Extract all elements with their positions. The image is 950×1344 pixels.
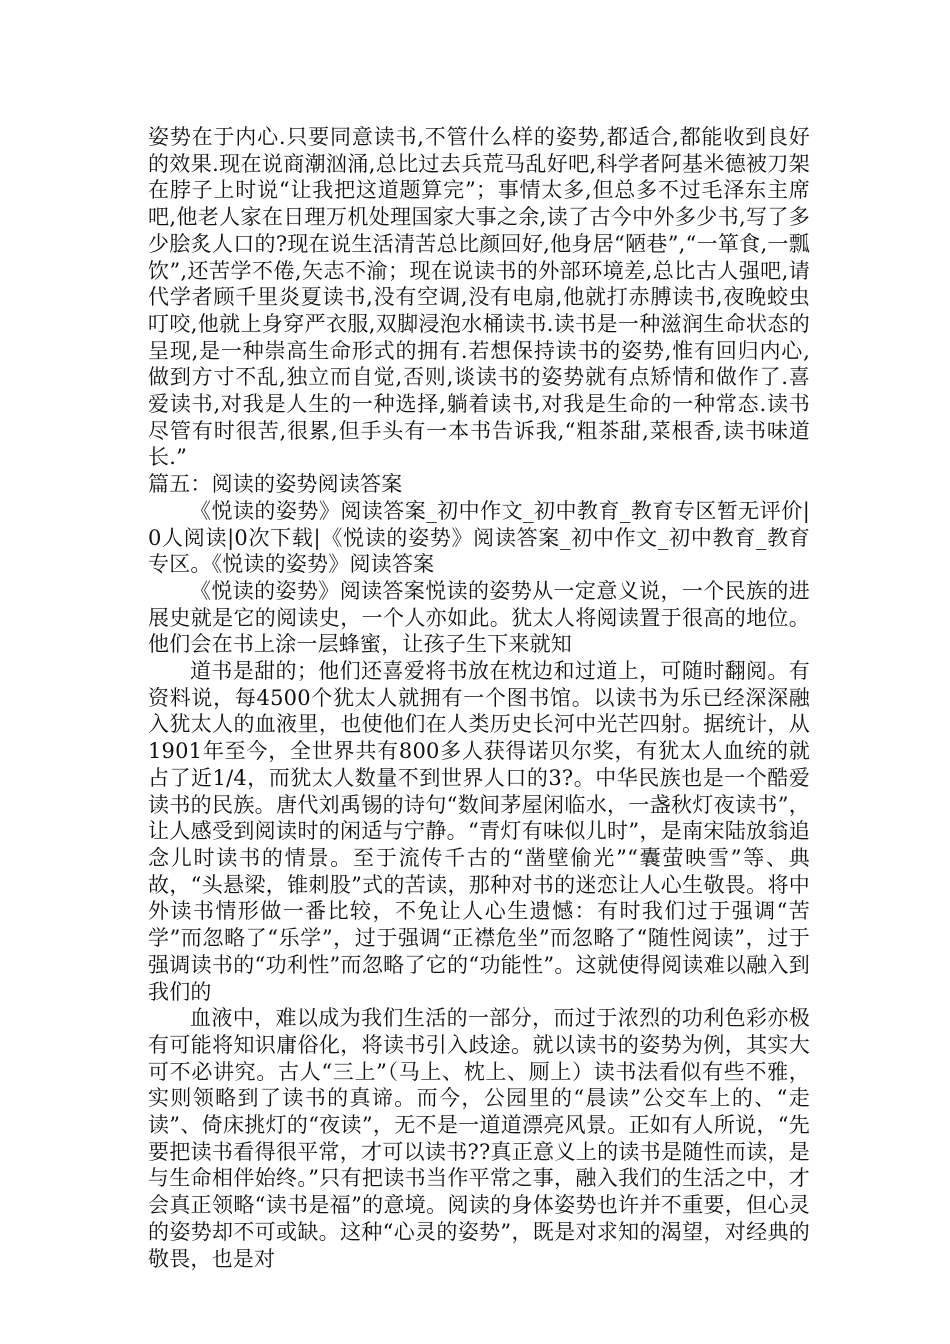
section-heading: 篇五：阅读的姿势阅读答案 (148, 472, 403, 497)
paragraph-article-opening: 《悦读的姿势》阅读答案悦读的姿势从一定意义说，一个民族的进展史就是它的阅读史，一个人亦如此。犹太人将阅读置于很高的地位。他们会在书上涂一层蜂蜜，让孩子生下来就知 (148, 578, 810, 657)
paragraph-reading-posture-intro: 姿势在于内心.只要同意读书,不管什么样的姿势,都适合,都能收到良好的效果.现在说商潮汹涌,总比过去兵荒马乱好吧,科学者阿基米德被刀架在脖子上时说“让我把这道题算完”；事情太多,但总多不过毛泽东主席吧,他老人家在日理万机处理国家大事之余,读了古今中外多少书,写了多少脍炙人口的?现在说生活清苦总比颜回好,他身居“陋巷”,“一箪食,一瓢饮”,还苦学不倦,矢志不渝；现在说读书的外部环境差,总比古人强吧,请代学者顾千里炎夏读书,没有空调,没有电扇,他就打赤膊读书,夜晚蛟虫叮咬,他就上身穿严衣服,双脚浸泡水桶读书.读书是一种滋润生命状态的呈现,是一种崇高生命形式的拥有.若想保持读书的姿势,惟有回归内心,做到方寸不乱,独立而自觉,否则,谈读书的姿势就有点矫情和做作了.喜爱读书,对我是人生的一种选择,躺着读书,对我是生命的一种常态.读书尽管有时很苦,很累,但手头有一本书告诉我,“粗茶甜,菜根香,读书味道长.” (148, 125, 810, 470)
paragraph-answer-meta: 《悦读的姿势》阅读答案_初中作文_初中教育_教育专区暂无评价|0人阅读|0次下载|《悦读的姿势》阅读答案_初中作文_初中教育_教育专区。《悦读的姿势》阅读答案 (148, 498, 810, 577)
document-page (148, 124, 810, 1272)
paragraph-reading-posture-body: 血液中，难以成为我们生活的一部分，而过于浓烈的功利色彩亦极有可能将知识庸俗化，将读书引入歧途。就以读书的姿势为例，其实大可不必讲究。古人“三上”（马上、枕上、厕上）读书法看似有些不雅，实则领略到了读书的真谛。而今，公园里的“晨读”公交车上的、“走读”、倚床挑灯的“夜读”，无不是一道道漂亮风景。正如有人所说，“先要把读书看得很平常，才可以读书??真正意义上的读书是随性而读，是与生命相伴始终。”只有把读书当作平常之事，融入我们的生活之中，才会真正领略“读书是福”的意境。阅读的身体姿势也许并不重要，但心灵的姿势却不可或缺。这种“心灵的姿势”，既是对求知的渴望，对经典的敬畏，也是对 (148, 1006, 810, 1271)
paragraph-jewish-and-chinese-reading: 道书是甜的；他们还喜爱将书放在枕边和过道上，可随时翻阅。有资料说，每4500个犹太人就拥有一个图书馆。以读书为乐已经深深融入犹太人的血液里，也使他们在人类历史长河中光芒四射。据统计，从1901年至今，全世界共有800多人获得诺贝尔奖，有犹太人血统的就占了近1/4，而犹太人数量不到世界人口的3?。中华民族也是一个酷爱读书的民族。唐代刘禹锡的诗句“数间茅屋闲临水，一盏秋灯夜读书”，让人感受到阅读时的闲适与宁静。“青灯有味似儿时”，是南宋陆放翁追念儿时读书的情景。至于流传千古的“凿壁偷光”“囊萤映雪”等、典故，“头悬梁，锥刺股”式的苦读，那种对书的迷恋让人心生敬畏。将中外读书情形做一番比较，不免让人心生遗憾：有时我们过于强调“苦学”而忽略了“乐学”，过于强调“正襟危坐”而忽略了“随性阅读”，过于强调读书的“功利性”而忽略了它的“功能性”。这就使得阅读难以融入到我们的 (148, 659, 810, 1004)
